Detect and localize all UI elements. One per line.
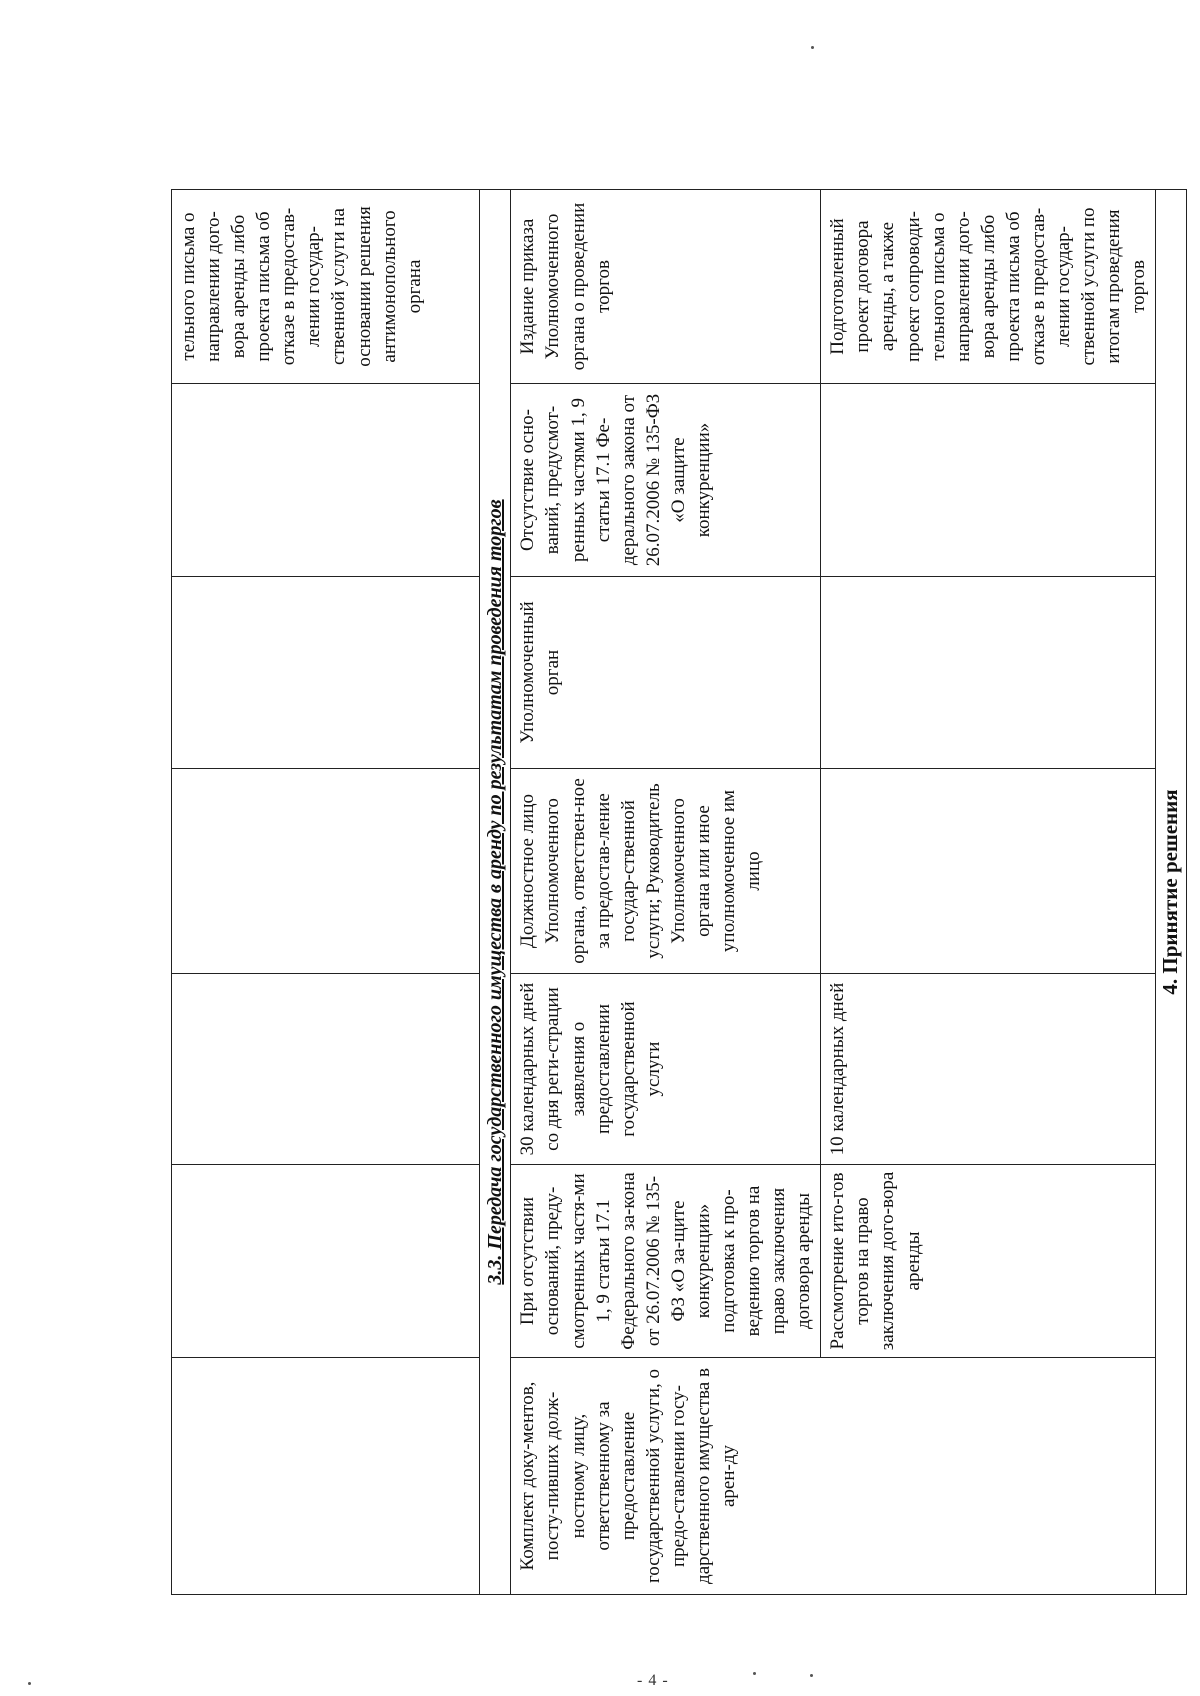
table-cell: [172, 1358, 480, 1595]
table-cell: Подготовленный проект договора аренды, а также проект сопроводи-тельного письма о направлении дого-вора аренды либо проекта письма об отказе в предостав-лении государ-ственной услуги по итогам проведения торгов: [821, 190, 1156, 384]
section-heading: 3.3. Передача государственного имущества в аренду по результатам проведения торгов: [480, 190, 511, 1595]
table-row: [480, 190, 511, 1595]
table-cell: [172, 1165, 480, 1358]
table-row: [511, 190, 821, 1595]
rotated-table-wrapper: [171, 190, 1183, 1595]
table-cell: Рассмотрение ито-гов торгов на право заключения дого-вора аренды: [821, 1165, 1156, 1358]
table-cell: [172, 384, 480, 577]
scan-speck: [810, 1674, 813, 1677]
scan-speck: [753, 1672, 756, 1675]
table-cell: Уполномоченный орган: [511, 577, 821, 769]
table-cell: тельного письма о направлении дого-вора аренды либо проекта письма об отказе в предостав-лении государ-ственной услуги на основании решения антимонопольного органа: [172, 190, 480, 384]
scan-speck: [811, 46, 814, 49]
table-cell: 30 календарных дней со дня реги-страции заявления о предоставлении государственной услуги: [511, 974, 821, 1165]
table-row: [1156, 190, 1187, 1595]
table-cell: 10 календарных дней: [821, 974, 1156, 1165]
procedure-table: [171, 189, 1187, 1595]
section-heading: 4. Принятие решения: [1156, 190, 1187, 1595]
table-cell: При отсутствии оснований, преду-смотренных частя-ми 1, 9 статьи 17.1 Федерального за-кона от 26.07.2006 № 135-ФЗ «О за-щите конкуренции» подготовка к про-ведению торгов на право заключения договора аренды: [511, 1165, 821, 1358]
table-cell: Должностное лицо Уполномоченного органа, ответствен-ное за предостав-ление государ-ственной услуги; Руководитель Уполномоченного органа или иное уполномоченное им лицо: [511, 769, 821, 974]
table-cell: [821, 384, 1156, 577]
table-cell: [821, 769, 1156, 974]
page-number: - 4 -: [637, 1672, 669, 1689]
table-cell: [172, 974, 480, 1165]
table-cell: [172, 769, 480, 974]
scan-speck: [28, 1682, 31, 1685]
table-row: [172, 190, 480, 1595]
table-cell: Отсутствие осно-ваний, предусмот-ренных частями 1, 9 статьи 17.1 Фе-дерального закона от 26.07.2006 № 135-ФЗ «О защите конкуренции»: [511, 384, 821, 577]
table-cell: Комплект доку-ментов, посту-пивших долж-ностному лицу, ответственному за предоставление государственной услуги, о предо-ставлении госу-дарственного имущества в арен-ду: [511, 1358, 1156, 1595]
table-cell: Издание приказа Уполномоченного органа о проведении торгов: [511, 190, 821, 384]
table-cell: [821, 577, 1156, 769]
table-cell: [172, 577, 480, 769]
